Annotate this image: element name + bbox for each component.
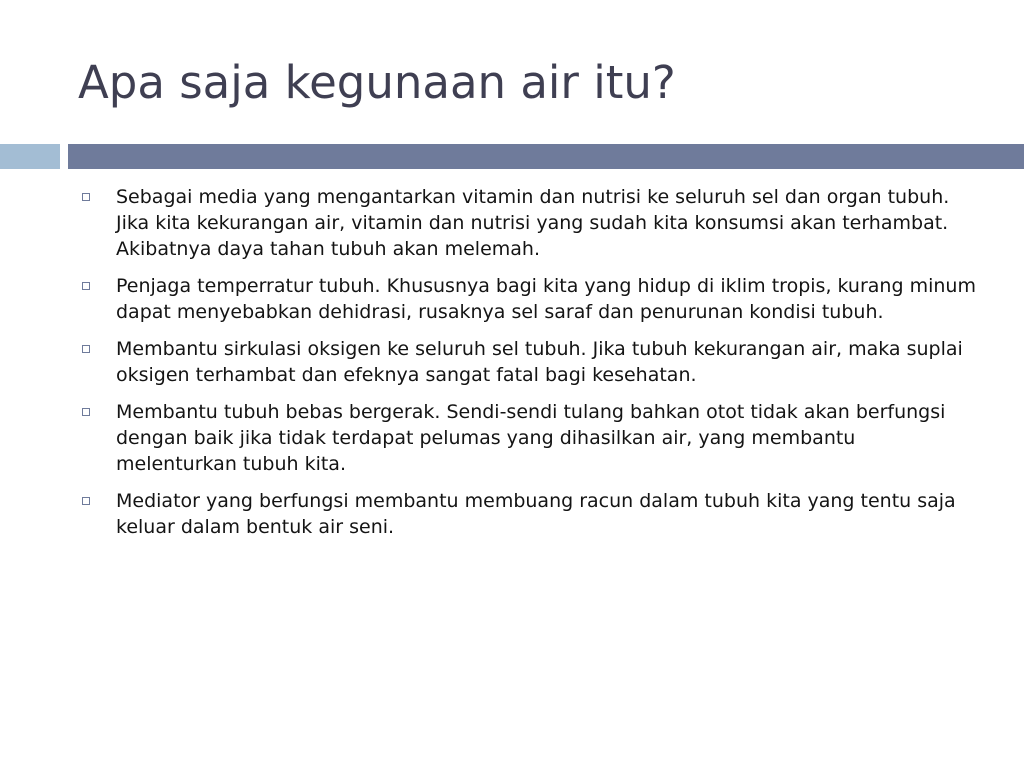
- hollow-square-icon: [82, 497, 90, 505]
- bullet-text: Penjaga temperratur tubuh. Khususnya bagi kita yang hidup di iklim tropis, kurang minum dapat menyebabkan dehidrasi, rusaknya sel saraf dan penurunan kondisi tubuh.: [116, 275, 976, 323]
- bullet-text: Mediator yang berfungsi membantu membuang racun dalam tubuh kita yang tentu saja keluar dalam bentuk air seni.: [116, 490, 956, 538]
- hollow-square-icon: [82, 345, 90, 353]
- bullet-item: [80, 488, 980, 540]
- title-rule-accent: [0, 144, 60, 169]
- bullet-item: [80, 184, 980, 262]
- hollow-square-icon: [82, 282, 90, 290]
- bullet-text: Membantu sirkulasi oksigen ke seluruh sel tubuh. Jika tubuh kekurangan air, maka suplai oksigen terhambat dan efeknya sangat fatal bagi kesehatan.: [116, 338, 963, 386]
- hollow-square-icon: [82, 193, 90, 201]
- bullet-text: Membantu tubuh bebas bergerak. Sendi-sendi tulang bahkan otot tidak akan berfungsi dengan baik jika tidak terdapat pelumas yang dihasilkan air, yang membantu melenturkan tubuh kita.: [116, 401, 946, 475]
- bullet-item: [80, 336, 980, 388]
- bullet-list: [80, 184, 980, 551]
- title-rule-bar: [68, 144, 1024, 169]
- bullet-item: [80, 399, 980, 477]
- bullet-item: [80, 273, 980, 325]
- slide-title: Apa saja kegunaan air itu?: [78, 56, 676, 109]
- hollow-square-icon: [82, 408, 90, 416]
- bullet-text: Sebagai media yang mengantarkan vitamin dan nutrisi ke seluruh sel dan organ tubuh. Jika kita kekurangan air, vitamin dan nutrisi yang sudah kita konsumsi akan terhambat. Akibatnya daya tahan tubuh akan melemah.: [116, 186, 950, 260]
